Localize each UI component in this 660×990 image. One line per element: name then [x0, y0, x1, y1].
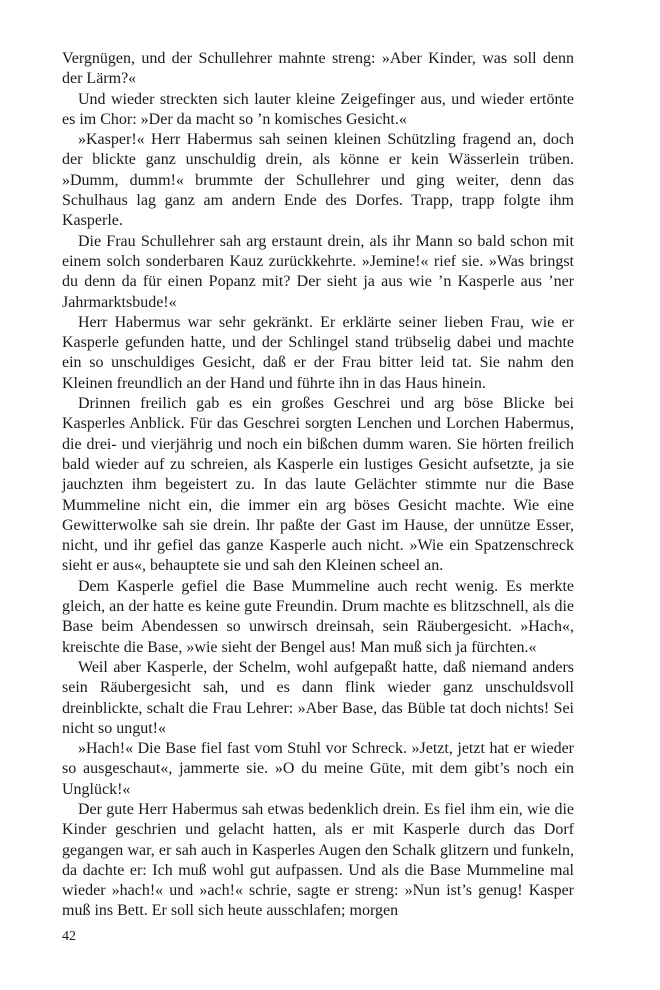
paragraph: Die Frau Schullehrer sah arg erstaunt drein, als ihr Mann so bald schon mit einem solch sonderbaren Kauz zurückkehrte. »Jemine!« rief sie. »Was bringst du denn da für einen Popanz mit? Der sieht ja aus wie ’n Kasperle aus ’ner Jahrmarktsbude!«	[62, 232, 574, 311]
paragraph: »Hach!« Die Base fiel fast vom Stuhl vor Schreck. »Jetzt, jetzt hat er wieder so ausgeschaut«, jammerte sie. »O du meine Güte, mit dem gibt’s noch ein Unglück!«	[62, 740, 574, 798]
book-page-body	[62, 49, 574, 922]
paragraph: Drinnen freilich gab es ein großes Geschrei und arg böse Blicke bei Kasperles Anblick. Für das Geschrei sorgten Lenchen und Lorchen Habermus, die drei- und vierjährig und noch ein bißchen dumm waren. Sie hörten freilich bald wieder auf zu schreien, als Kasperle ein lustiges Gesicht aufsetzte, ja sie jauchzten ihm begeistert zu. In das laute Gelächter stimmte nur die Base Mummeline nicht ein, die immer ein arg böses Gesicht machte. Wie eine Gewitterwolke sah sie drein. Ihr paßte der Gast im Hause, der unnütze Esser, nicht, und ihr gefiel das ganze Kasperle auch nicht. »Wie ein Spatzenschreck sieht er aus«, behauptete sie und sah den Kleinen scheel an.	[62, 395, 574, 575]
paragraph: Herr Habermus war sehr gekränkt. Er erklärte seiner lieben Frau, wie er Kasperle gefunden hatte, und der Schlingel stand trübselig dabei und machte ein so unschuldiges Gesicht, daß er der Frau bitter leid tat. Sie nahm den Kleinen freundlich an der Hand und führte ihn in das Haus hinein.	[62, 313, 574, 392]
paragraph: Der gute Herr Habermus sah etwas bedenklich drein. Es fiel ihm ein, wie die Kinder geschrien und gelacht hatten, als er mit Kasperle durch das Dorf gegangen war, er sah auch in Kasperles Augen den Schalk glitzern und funkeln, da dachte er: Ich muß wohl gut aufpassen. Und als die Base Mummeline mal wieder »hach!« und »ach!« schrie, sagte er streng: »Nun ist’s genug! Kasper muß ins Bett. Er soll sich heute ausschlafen; morgen	[62, 800, 574, 920]
paragraph: Und wieder streckten sich lauter kleine Zeigefinger aus, und wieder ertönte es im Chor: »Der da macht so ’n komisches Gesicht.«	[62, 90, 574, 128]
paragraph-continued: Vergnügen, und der Schullehrer mahnte streng: »Aber Kinder, was soll denn der Lärm?«	[62, 50, 574, 88]
paragraph: »Kasper!« Herr Habermus sah seinen kleinen Schützling fragend an, doch der blickte ganz unschuldig drein, als könne er kein Wässerlein trüben. »Dumm, dumm!« brummte der Schullehrer und ging weiter, denn das Schulhaus lag ganz am andern Ende des Dorfes. Trapp, trapp folgte ihm Kasperle.	[62, 131, 574, 230]
page-number: 42	[62, 929, 76, 944]
paragraph: Dem Kasperle gefiel die Base Mummeline auch recht wenig. Es merkte gleich, an der hatte es keine gute Freundin. Drum machte es blitzschnell, als die Base beim Abendessen so unwirsch dreinsah, sein Räubergesicht. »Hach«, kreischte die Base, »wie sieht der Bengel aus! Man muß sich ja fürchten.«	[62, 577, 574, 656]
paragraph: Weil aber Kasperle, der Schelm, wohl aufgepaßt hatte, daß niemand anders sein Räubergesicht sah, und es dann flink wieder ganz unschuldsvoll dreinblickte, schalt die Frau Lehrer: »Aber Base, das Büble tat doch nichts! Sei nicht so ungut!«	[62, 658, 574, 737]
